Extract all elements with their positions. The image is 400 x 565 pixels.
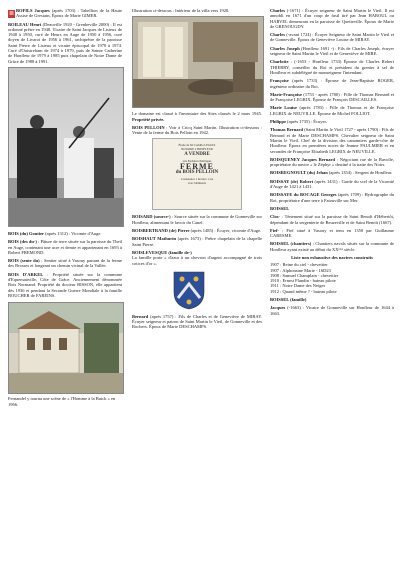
entry-boisard: BOISARD (source-) : Source située sur la commune de Gonneville sur Honfleur, alimentant le lavoir du Canel. [132,214,262,225]
list-item: 1911 : Notre Dame des Neiges [270,283,326,289]
entry-bernard: Bernard (après 1757) : Fils de Charles et de Geneviève de MIRAY. Écuyer seigneur et patron de Saint Martin le Vieil, de Gonneville et des Rochers. Époux de Marie DESCHAMPS. [132,313,262,330]
ships-list-title: Liste non exhaustive des navires construits [291,254,373,260]
photo-priests-procession [8,67,124,227]
entry-fief: Fief- : Fief situé à Vasouy et tenu en 1350 par Guillaume CARESME. [270,227,394,239]
entry-bofils: BOFILS Jacques (après 1703) : Tabellion de la Haute Assise de Grestain, Époux de Marie GIMER. [16,8,122,19]
entry-boissel-famille: BOISSEL (famille) [270,297,307,303]
entry-charles-joseph: Charles Joseph (Honfleur 1691 -) : Fils de Charles Joseph, écuyer seigneur de Saint Martin le Vieil et de Geneviève de MIRE. [270,45,394,57]
entry-bois-pelloin: BOIS PELLOIN : Voir à Cricq Saint Martin. Illustration ci-dessous : Vente de la ferme du Bois Pelloin en 1942. [132,124,262,136]
list-item: 1908 : Samuel Champlain - chevettier [270,272,339,278]
entry-boileau: BOILEAU Henri (Deauville 1920 - Grenbeville 2000) : Il est ordonné prêtre en 1948. Vicaire de Saint Jacques de Lisieux de 1948 à 1950, curé de Heurs en Auge de 1950 à 1956, curé doyen de Livarot de 1956 à 1961, archiprêtre de la paroisse Saint Pierre de Lisieux et vicaire épiscopal de 1970 à 1974. Curé d'Ouistreham de 1974 à 1979, puis de Sainte Catherine de Honfleur de 1979 à 1985 puis chapelain de Notre Dame de Grâce de 1988 à 1991. [8,21,122,64]
entry-marie-francoise: Marie-Françoise (1753 - après 1780) : Fille de Thomas Bernard et de Françoise LEGRIX. Épouse de François DESCAILLES. [270,91,394,103]
list-item: 1910 : Ernest Flandin - bateau pilote [270,278,336,284]
entry-boisqueney: BOISQUENEY Jacques Bernard : Négociant rue de la Bavolle, propriétaire du navire « le Zéphyr » destiné à la traite des Noirs. [270,156,394,168]
photo-villa-exterior [8,302,124,394]
entry-boissel: BOISSEL [270,205,290,211]
entry-bois-goutier: BOIS (du) Goutier (après 1312) : Vicomte d'Auge. [8,230,102,236]
entry-charles-1: Charles (-1671) : Écuyer seigneur de Saint Martin le Vieil. Il est annobli en 1671 d'un coup de fusil tiré par Jean HAROUL ou HARVEL demeurant en la paroisse de Quetteville. Époux de Marie de GRENOUGDY. [270,8,394,29]
entry-boislevesque: BOISLEVESQUE (famille de-) La famille porte « d'azur à un chevron d'argent accompagné de trois cotices d'or ». [132,249,262,266]
villa-illustration-note: Illustration ci-dessous : Intérieur de la villa vers 1920. [132,8,230,13]
entry-jacques: Jacques (-1663) : Vicaire de Gonneville sur Honfleur de 1644 à 1663. [270,305,394,316]
entry-boissaye: BOISSAYE du BOCAGE Georges (après 1709) : Hydrographe du Roi, propriétaire d'une terre à Fatouville sur Mer. [270,192,395,203]
entry-boissel-chantiers: BOISSEL (chantiers) : Chantiers navals situés sur la commune de Honfleur ayant existé au début du XXᵉᵐᵉ siècle. [270,241,394,252]
entry-clos: Clos- : Tènement situé sur la paroisse de Saint Benoît d'Hébertôt, dépendant de la sergenterie de Beuzeville et de Saint Benoît (1667). [270,214,394,225]
entry-boisregnoult: BOISREGNOULT (du) Jehan (après 1354) : Sergent de Honfleur. [270,170,393,176]
classement-note: Le domaine est classé à l'inventaire des Sites classés le 2 mars 1945. Propriété privée. [132,111,262,122]
column-1 [8,8,122,411]
column-3 [270,8,394,319]
list-item: 1912 : Quand même ? - bateau pilote [270,288,337,294]
sale-poster: Étude de Mᵉ Camille LEGUIX NOTAIRE à HONFLEUR A VENDRE aux Enchères Publiques FERME du BOIS PELLOIN Contenance 1 hectare 1 are avec bâtiments [152,138,242,210]
entry-marie-louise: Marie Louise (après 1783) : Fille de Thomas et de Françoise LEGRIX de NEUVILLE. Épouse de Michel FOLLIOT. [270,105,394,116]
entry-charles-2: Charles (-avant 1724) : Écuyer Seigneur de Saint Martin le Vieil et de Gonneville. Époux de Geneviève Louise de MIRAY. [270,32,394,43]
list-item: 1907 : Reine du ciel - chevettier [270,262,328,268]
caption-fernandel: Fernandel y tourna une scène de « l'Homme à la Buick » en 1966. [8,396,116,407]
column-2 [132,8,262,333]
entry-francoise: Françoise (après 1733) : Épouse de Jean-Baptiste ROGER, ingénieur ordinaire du Roi. [270,78,394,89]
photo-villa-interior [132,16,264,108]
ships-list [270,262,394,294]
entry-bois-des-du: BOIS (des du-) : Pâture de terre située sur la paroisse du Theil en Auge, contenant une acre et demie et appartenant en 1693 à Robert FREMOND. [8,239,122,255]
entry-bois-sente: BOIS (sente du) : Sentier situé à Vasouy partant de la ferme des Brosses et longeant un chemin vicinal de la Vallée. [8,258,122,269]
entry-boissay: BOISSAY (de) Robert (après 1431) : Garde du scel de la Vicomté d'Auge de 1421 à 1431. [270,178,394,190]
entry-charlotte: Charlotte : (-1653 - Honfleur 1733) Épouse de Charles Robert THIERRY, conseiller du Roi et président du grenier à sel de Honfleur et subdélégué de monseigneur l'intendant. [270,59,394,75]
entry-thomas-bernard: Thomas Bernard (Saint Martin le Vieil 1727 - après 1790) : Fils de Bernard et de Marie DESCHAMPS. Chevalier seigneur de Saint Martin le Vieil. Chef de la division des canonniers garde-côte de Honfleur. Époux en premières noces de Jeanne PAULMIER et en secondes de Françoise Elisabeth LEGRIX de NEUVILLE. [270,127,394,154]
list-item: 1907 : Alphonsine Marie - 16D23 [270,267,331,273]
entry-philippe: Philippe (après 1735) : Écuyer. [270,119,327,125]
coat-of-arms-icon [172,270,206,310]
entry-bois-darkel: BOIS D'ARKEL : Propriété située sur la commune d'Equemauville, Côte de Grâce. Anciennement dénommée Bois Normand. Propriété du docteur BISSON, elle appartient dès 1936 et pendant la Seconde Guerre Mondiale à la famille BOUCHER de FAREINS. [8,271,122,298]
entry-boisbertrand: BOISBERTRAND (de) Pierre (après 1485) : Écuyer, vicomte d'Auge. [132,228,262,234]
entry-boishaut: BOISHAUT Mathurin (après 1673) : Prêtre chapelain de la chapelle Saint Pierre. [132,236,262,247]
